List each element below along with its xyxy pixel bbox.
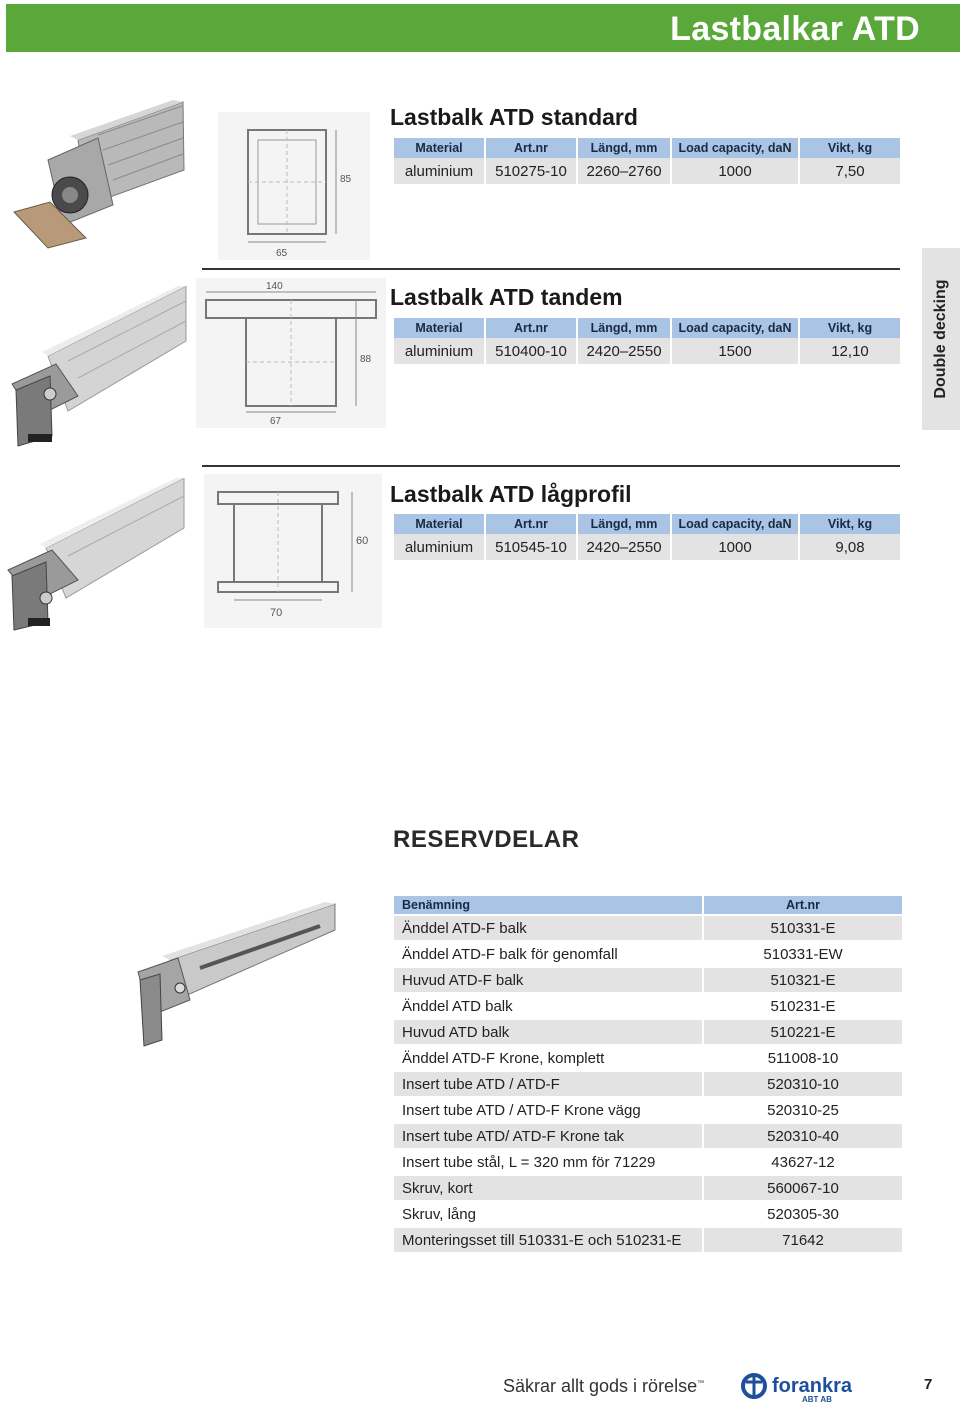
part-art-nr: 510331-EW — [763, 945, 843, 963]
part-art-nr: 511008-10 — [767, 1049, 839, 1067]
table-row — [394, 916, 902, 940]
col-weight: Vikt, kg — [800, 318, 900, 338]
cell-load: 1000 — [672, 158, 798, 184]
col-material: Material — [394, 318, 484, 338]
table-row — [394, 1046, 902, 1070]
divider — [202, 268, 900, 270]
part-art-nr: 560067-10 — [704, 1176, 902, 1200]
part-art-nr: 71642 — [704, 1228, 902, 1252]
spec-table-lagprofil — [392, 514, 902, 560]
trademark: ™ — [697, 1380, 705, 1387]
col-art-nr: Art.nr — [486, 318, 576, 338]
product-photo-tandem — [8, 286, 188, 448]
cell-material: aluminium — [394, 338, 484, 364]
side-tab-label: Double decking — [932, 279, 949, 399]
table-row — [394, 1150, 902, 1174]
col-benamning: Benämning — [394, 896, 702, 914]
cell-load: 1000 — [672, 534, 798, 560]
table-row — [394, 1072, 902, 1096]
part-name: Änddel ATD-F balk — [394, 916, 702, 940]
part-art-nr: 510321-E — [704, 968, 902, 992]
part-name: Skruv, lång — [402, 1205, 476, 1223]
header-bar — [6, 4, 960, 52]
product-title-tandem: Lastbalk ATD tandem — [390, 284, 623, 310]
col-weight: Vikt, kg — [800, 138, 900, 158]
part-art-nr: 510231-E — [770, 997, 836, 1015]
cell-weight: 9,08 — [800, 534, 900, 560]
drawing-dim-top: 140 — [266, 281, 283, 292]
part-art-nr: 520310-10 — [704, 1072, 902, 1096]
table-row — [394, 1020, 902, 1044]
reservdelar-title: RESERVDELAR — [393, 826, 580, 853]
part-art-nr: 510331-E — [704, 916, 902, 940]
part-name: Huvud ATD-F balk — [394, 968, 702, 992]
cell-material: aluminium — [394, 534, 484, 560]
part-name: Insert tube stål, L = 320 mm för 71229 — [402, 1153, 656, 1171]
logo-sub: ABT AB — [802, 1395, 832, 1404]
reservdelar-table — [392, 894, 904, 1254]
profile-drawing-tandem — [196, 278, 386, 428]
page-number: 7 — [924, 1376, 933, 1393]
part-name: Insert tube ATD / ATD-F Krone vägg — [402, 1101, 641, 1119]
part-name: Insert tube ATD / ATD-F — [394, 1072, 702, 1096]
part-art-nr: 520305-30 — [767, 1205, 839, 1223]
spare-part-photo — [130, 900, 340, 1050]
col-material: Material — [394, 514, 484, 534]
part-art-nr: 520310-40 — [704, 1124, 902, 1148]
part-name: Monteringsset till 510331-E och 510231-E — [394, 1228, 702, 1252]
part-name: Änddel ATD-F balk för genomfall — [402, 945, 618, 963]
logo-name: forankra — [772, 1375, 853, 1397]
footer-tagline — [503, 1376, 704, 1397]
spec-table-standard — [392, 138, 902, 184]
profile-drawing-lagprofil — [204, 474, 382, 628]
table-row — [394, 968, 902, 992]
profile-drawing-standard — [218, 112, 370, 260]
table-row — [394, 1202, 902, 1226]
cell-length: 2260–2760 — [578, 158, 670, 184]
drawing-dim-height: 88 — [360, 354, 372, 365]
col-length: Längd, mm — [578, 514, 670, 534]
col-length: Längd, mm — [578, 318, 670, 338]
table-row — [394, 942, 902, 966]
table-row — [394, 1176, 902, 1200]
side-tab-double-decking — [922, 248, 960, 430]
part-art-nr: 520310-25 — [767, 1101, 839, 1119]
col-art-nr: Art.nr — [486, 514, 576, 534]
table-row — [394, 534, 900, 560]
part-name: Änddel ATD-F Krone, komplett — [402, 1049, 605, 1067]
product-photo-lagprofil — [6, 478, 186, 634]
cell-art-nr: 510275-10 — [486, 158, 576, 184]
drawing-dim-height: 60 — [356, 535, 369, 547]
drawing-dim-height: 85 — [340, 174, 352, 185]
product-title-standard: Lastbalk ATD standard — [390, 104, 638, 130]
spec-table-tandem — [392, 318, 902, 364]
table-row — [394, 1228, 902, 1252]
col-material: Material — [394, 138, 484, 158]
divider — [202, 465, 900, 467]
col-art-nr: Art.nr — [704, 896, 902, 914]
cell-art-nr: 510545-10 — [486, 534, 576, 560]
tagline-text: Säkrar allt gods i rörelse — [503, 1376, 698, 1396]
drawing-dim-bottom: 67 — [270, 416, 282, 427]
part-name: Änddel ATD balk — [402, 997, 513, 1015]
drawing-dim-width: 65 — [276, 248, 288, 259]
table-row — [394, 1124, 902, 1148]
cell-load: 1500 — [672, 338, 798, 364]
col-load-capacity: Load capacity, daN — [672, 138, 798, 158]
forankra-logo — [740, 1370, 882, 1404]
col-weight: Vikt, kg — [800, 514, 900, 534]
drawing-dim-width: 70 — [270, 607, 283, 619]
table-row — [394, 994, 902, 1018]
table-row — [394, 158, 900, 184]
product-title-lagprofil: Lastbalk ATD lågprofil — [390, 481, 632, 507]
cell-weight: 12,10 — [800, 338, 900, 364]
cell-length: 2420–2550 — [578, 338, 670, 364]
col-art-nr: Art.nr — [486, 138, 576, 158]
table-row — [394, 338, 900, 364]
cell-art-nr: 510400-10 — [486, 338, 576, 364]
col-length: Längd, mm — [578, 138, 670, 158]
page-title: Lastbalkar ATD — [670, 10, 920, 48]
cell-material: aluminium — [394, 158, 484, 184]
cell-length: 2420–2550 — [578, 534, 670, 560]
part-name: Huvud ATD balk — [394, 1020, 702, 1044]
part-art-nr: 43627-12 — [771, 1153, 835, 1171]
col-load-capacity: Load capacity, daN — [672, 318, 798, 338]
part-art-nr: 510221-E — [704, 1020, 902, 1044]
col-load-capacity: Load capacity, daN — [672, 514, 798, 534]
product-photo-standard — [8, 100, 186, 250]
part-name: Skruv, kort — [394, 1176, 702, 1200]
table-row — [394, 1098, 902, 1122]
part-name: Insert tube ATD/ ATD-F Krone tak — [394, 1124, 702, 1148]
cell-weight: 7,50 — [800, 158, 900, 184]
